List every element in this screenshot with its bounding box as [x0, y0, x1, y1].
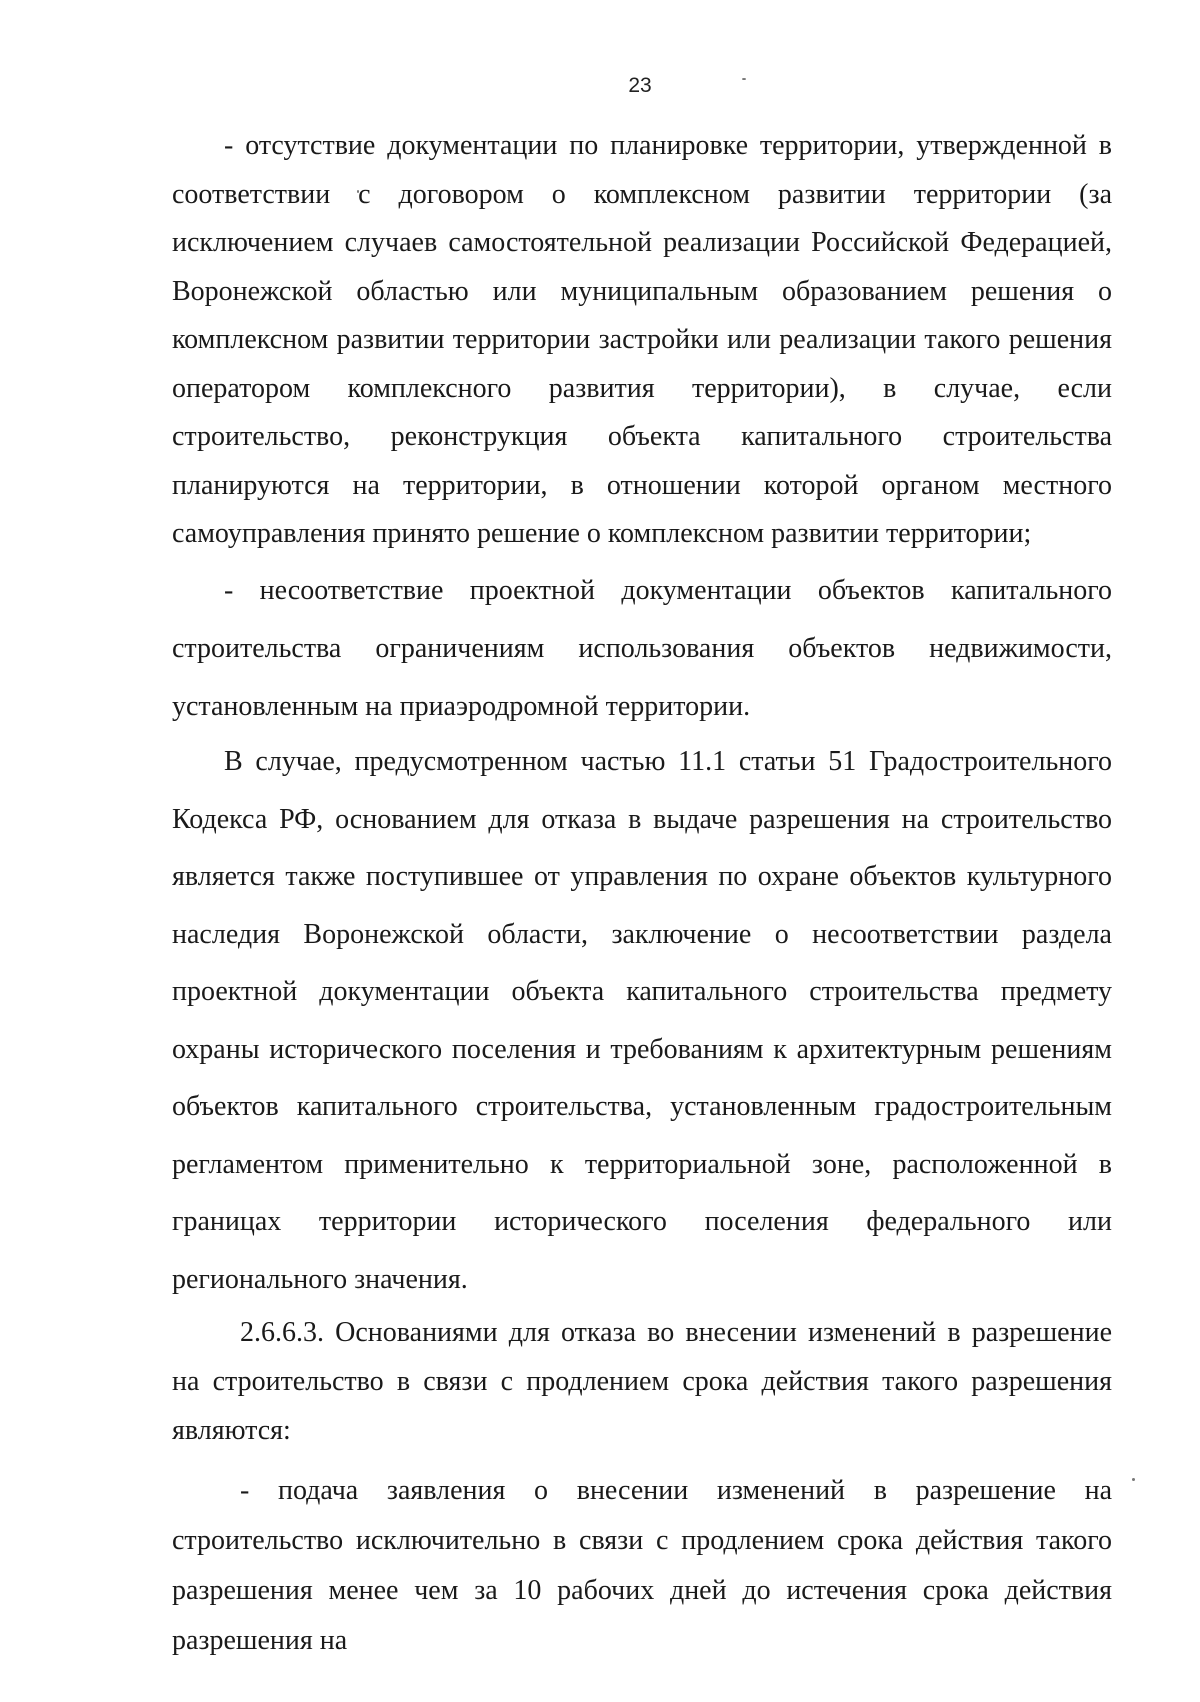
paragraph-section-2-6-6-3 — [172, 1308, 1112, 1455]
paragraph-text: 2.6.6.3. Основаниями для отказа во внесении изменений в разрешение на строительство в связи с продлением срока действия такого разрешения являются: — [172, 1317, 1112, 1446]
paragraph-aerodrome-restrictions — [172, 562, 1112, 736]
paragraph-text: - несоответствие проектной документации объектов капитального строительства ограничениям использования объектов недвижимости, установленным на приаэродромной территории. — [172, 575, 1112, 722]
paragraph-application-deadline — [172, 1466, 1112, 1666]
paragraph-documentation-absence — [172, 122, 1112, 559]
page-number: 23 — [628, 74, 652, 97]
paragraph-cultural-heritage — [172, 733, 1112, 1308]
paragraph-text: В случае, предусмотренном частью 11.1 статьи 51 Градостроительного Кодекса РФ, основанием для отказа в выдаче разрешения на строительство является также поступившее от управления по охране объектов культурного наследия Воронежской области, заключение о несоответствии раздела проектной документации объекта капитального строительства предмету охраны исторического поселения и требованиям к архитектурным решениям объектов капитального строительства, установленным градостроительным регламентом применительно к территориальной зоне, расположенной в границах территории исторического поселения федерального или регионального значения. — [172, 746, 1112, 1295]
scan-speck — [742, 78, 746, 80]
paragraph-text: - отсутствие документации по планировке территории, утвержденной в соответствии с договором о комплексном развитии территории (за исключением случаев самостоятельной реализации Российской Федерацией, Воронежской областью или муниципальным образованием решения о комплексном развитии территории застройки или реализации такого решения оператором комплексного развития территории), в случае, если строительство, реконструкция объекта капитального строительства планируются на территории, в отношении которой органом местного самоуправления принято решение о комплексном развитии территории; — [172, 130, 1112, 549]
paragraph-text: - подача заявления о внесении изменений в разрешение на строительство исключительно в связи с продлением срока действия такого разрешения менее чем за 10 рабочих дней до истечения срока действия разрешения на — [172, 1475, 1112, 1656]
scan-speck — [1132, 1478, 1135, 1481]
